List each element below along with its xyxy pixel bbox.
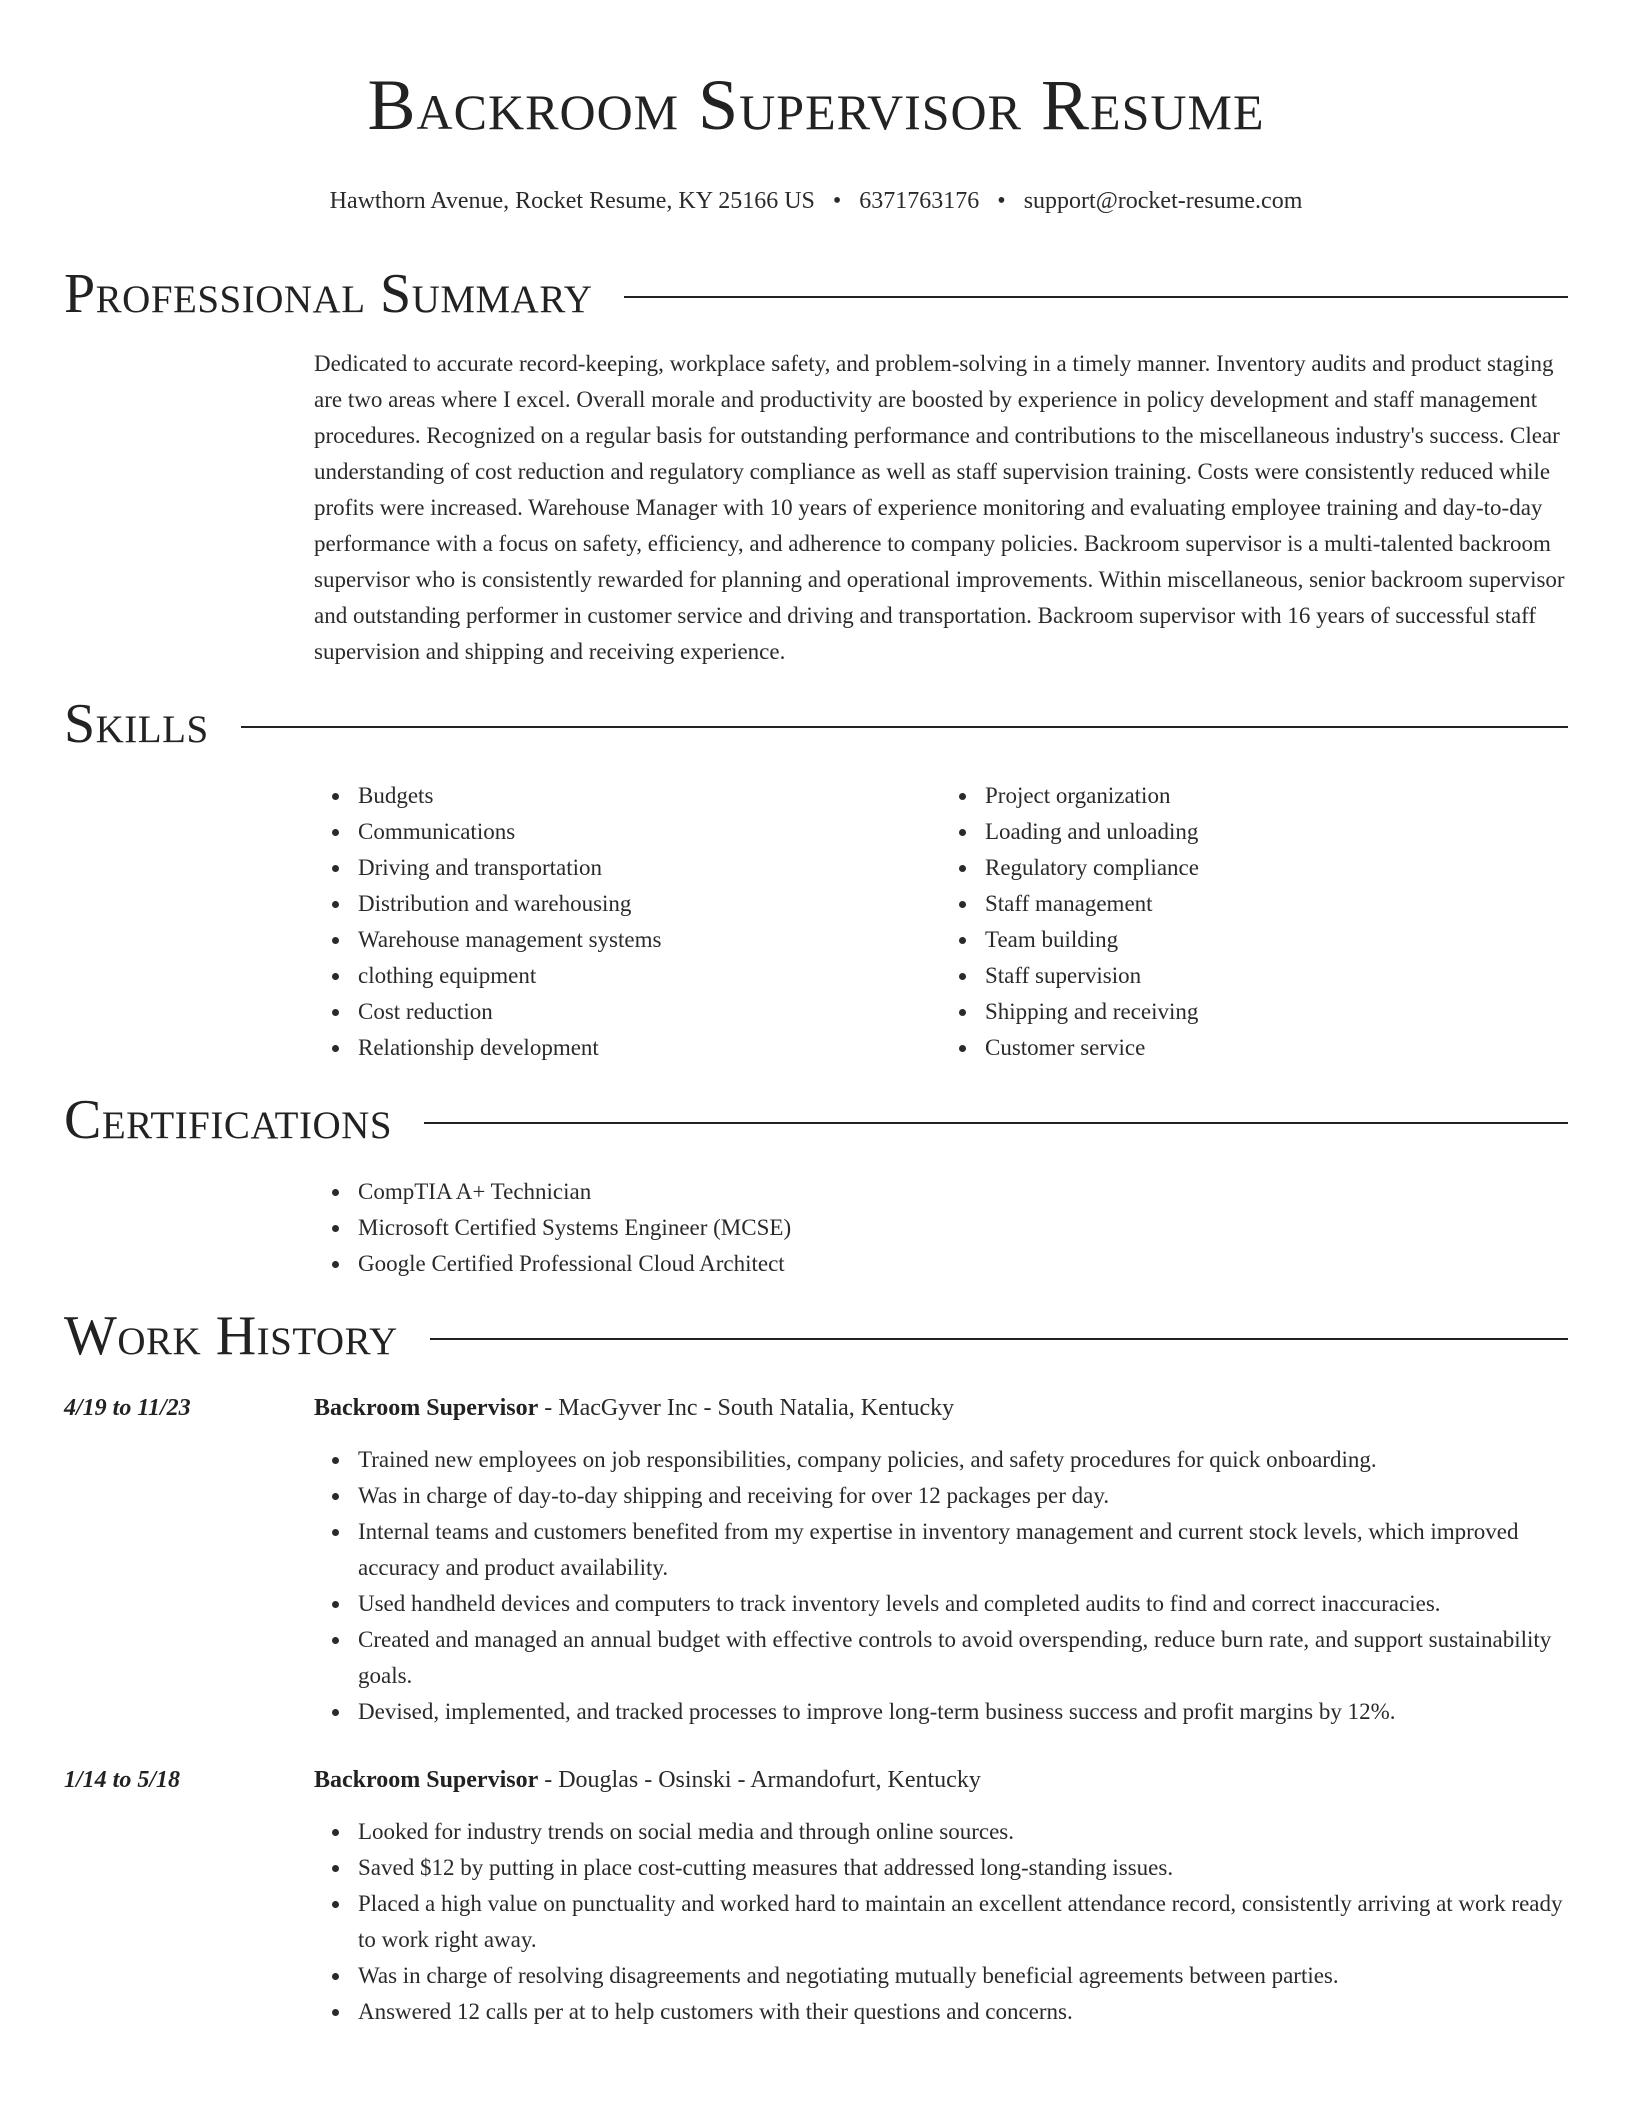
certification-item: CompTIA A+ Technician	[358, 1174, 1568, 1210]
section-divider	[241, 726, 1568, 728]
job-bullet: Was in charge of day-to-day shipping and receiving for over 12 packages per day.	[358, 1478, 1568, 1514]
section-title-skills: Skills	[64, 693, 209, 755]
job-entry	[64, 1764, 1568, 2030]
skill-item: Communications	[358, 814, 941, 850]
skill-item: Team building	[985, 922, 1568, 958]
skill-item: Customer service	[985, 1030, 1568, 1066]
contact-phone: 6371763176	[859, 188, 980, 214]
job-bullets	[314, 1442, 1568, 1730]
job-bullet: Internal teams and customers benefited from my expertise in inventory management and current stock levels, which improved accuracy and product availability.	[358, 1514, 1568, 1586]
skill-item: Staff supervision	[985, 958, 1568, 994]
skill-item: Shipping and receiving	[985, 994, 1568, 1030]
skills-list	[314, 778, 1568, 1066]
job-role: Backroom Supervisor	[314, 1767, 539, 1793]
skill-item: Driving and transportation	[358, 850, 941, 886]
section-header-skills	[64, 694, 1568, 754]
skill-item: Warehouse management systems	[358, 922, 941, 958]
job-dates: 4/19 to 11/23	[64, 1395, 191, 1421]
section-title-summary: Professional Summary	[64, 263, 593, 325]
contact-separator: •	[997, 188, 1006, 214]
job-bullet: Looked for industry trends on social media and through online sources.	[358, 1814, 1568, 1850]
job-bullet: Created and managed an annual budget with effective controls to avoid overspending, reduce burn rate, and support sustainability goals.	[358, 1622, 1568, 1694]
skill-item: Project organization	[985, 778, 1568, 814]
job-bullet: Devised, implemented, and tracked processes to improve long-term business success and profit margins by 12%.	[358, 1694, 1568, 1730]
contact-line	[64, 186, 1568, 216]
skill-item: Regulatory compliance	[985, 850, 1568, 886]
skills-column-right	[941, 778, 1568, 1066]
job-bullet: Saved $12 by putting in place cost-cutting measures that addressed long-standing issues.	[358, 1850, 1568, 1886]
skill-item: Distribution and warehousing	[358, 886, 941, 922]
summary-text: Dedicated to accurate record-keeping, workplace safety, and problem-solving in a timely manner. Inventory audits and product staging are two areas where I excel. Overall morale and productivity are boosted by experience in policy development and staff management procedures. Recognized on a regular basis for outstanding performance and contributions to the miscellaneous industry's success. Clear understanding of cost reduction and regulatory compliance as well as staff supervision training. Costs were consistently reduced while profits were increased. Warehouse Manager with 10 years of experience monitoring and evaluating employee training and day-to-day performance with a focus on safety, efficiency, and adherence to company policies. Backroom supervisor is a multi-talented backroom supervisor who is consistently rewarded for planning and operational improvements. Within miscellaneous, senior backroom supervisor and outstanding performer in customer service and driving and transportation. Backroom supervisor with 16 years of successful staff supervision and shipping and receiving experience.	[314, 351, 1565, 664]
certification-item: Google Certified Professional Cloud Architect	[358, 1246, 1568, 1282]
job-header	[64, 1392, 1568, 1424]
job-company-location: - MacGyver Inc - South Natalia, Kentucky	[538, 1395, 955, 1421]
job-bullet: Trained new employees on job responsibilities, company policies, and safety procedures for quick onboarding.	[358, 1442, 1568, 1478]
skill-item: Cost reduction	[358, 994, 941, 1030]
skill-item: Budgets	[358, 778, 941, 814]
job-bullet: Was in charge of resolving disagreements and negotiating mutually beneficial agreements between parties.	[358, 1958, 1568, 1994]
summary-body	[314, 346, 1568, 670]
certification-item: Microsoft Certified Systems Engineer (MCSE)	[358, 1210, 1568, 1246]
section-header-certifications	[64, 1090, 1568, 1150]
job-entry	[64, 1392, 1568, 1730]
resume-page	[64, 0, 1568, 2030]
job-role: Backroom Supervisor	[314, 1395, 539, 1421]
section-divider	[424, 1122, 1568, 1124]
job-bullets	[314, 1814, 1568, 2030]
skill-item: Relationship development	[358, 1030, 941, 1066]
section-title-work-history: Work History	[64, 1305, 398, 1367]
job-bullet: Used handheld devices and computers to track inventory levels and completed audits to find and correct inaccuracies.	[358, 1586, 1568, 1622]
skills-column-left	[314, 778, 941, 1066]
job-header	[64, 1764, 1568, 1796]
section-divider	[624, 296, 1568, 298]
job-bullet: Answered 12 calls per at to help customers with their questions and concerns.	[358, 1994, 1568, 2030]
certifications-list	[314, 1174, 1568, 1282]
job-title-line	[314, 1764, 1568, 1796]
job-dates: 1/14 to 5/18	[64, 1767, 181, 1793]
section-header-summary	[64, 264, 1568, 324]
job-title-line	[314, 1392, 1568, 1424]
section-divider	[430, 1338, 1568, 1340]
resume-title: Backroom Supervisor Resume	[367, 65, 1265, 145]
job-company-location: - Douglas - Osinski - Armandofurt, Kentucky	[538, 1767, 981, 1793]
section-title-certifications: Certifications	[64, 1089, 393, 1151]
contact-separator: •	[832, 188, 842, 214]
skill-item: clothing equipment	[358, 958, 941, 994]
section-header-work-history	[64, 1306, 1568, 1366]
skill-item: Staff management	[985, 886, 1568, 922]
contact-address: Hawthorn Avenue, Rocket Resume, KY 25166 US	[329, 188, 815, 214]
job-bullet: Placed a high value on punctuality and worked hard to maintain an excellent attendance record, consistently arriving at work ready to work right away.	[358, 1886, 1568, 1958]
contact-email: support@rocket-resume.com	[1023, 188, 1303, 214]
skill-item: Loading and unloading	[985, 814, 1568, 850]
